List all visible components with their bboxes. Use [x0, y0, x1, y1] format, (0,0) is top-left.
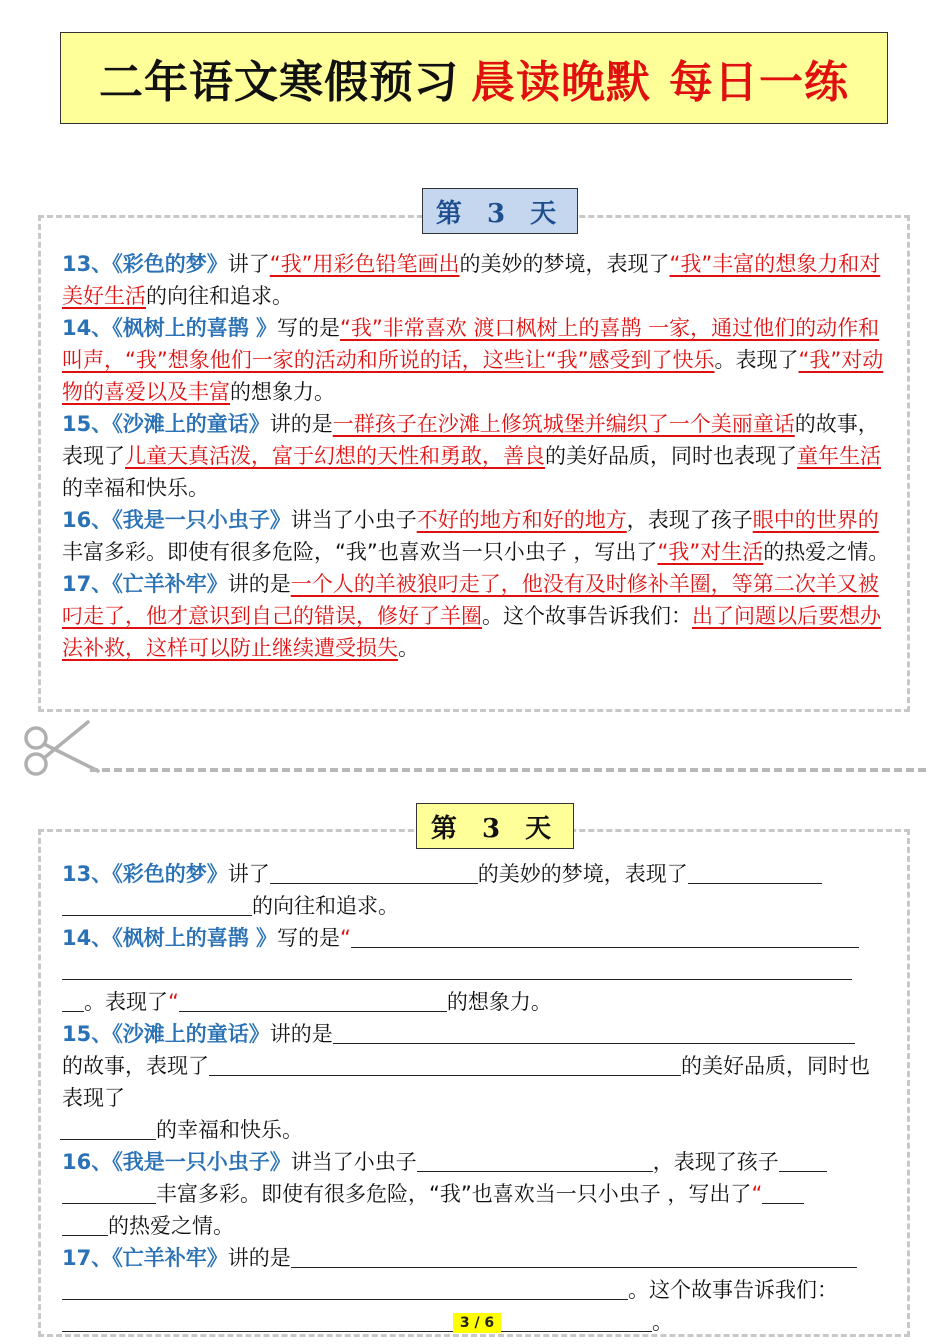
blank-field[interactable] — [62, 1309, 652, 1332]
title-main: 二年语文寒假预习 — [99, 57, 459, 108]
exercise-item-14: 14、《枫树上的喜鹊 》写的是“ — [62, 922, 890, 954]
scissors-icon — [18, 716, 104, 786]
blank-field[interactable] — [351, 925, 859, 948]
blank-field[interactable] — [209, 1053, 681, 1076]
day-label-exercise: 第 3 天 — [416, 803, 574, 849]
title-highlight-1: 晨读晚默 — [471, 57, 651, 108]
blank-field[interactable] — [62, 989, 84, 1012]
answer-item-14: 14、《枫树上的喜鹊 》写的是“我”非常喜欢 渡口枫树上的喜鹊 一家，通过他们的动作和叫声，“我”想象他们一家的活动和所说的话，这些让“我”感受到了快乐。表现了“我”对动物的喜爱以及丰富的想象力。 — [62, 316, 884, 404]
blank-field[interactable] — [62, 893, 252, 916]
blank-field[interactable] — [62, 1213, 108, 1236]
blank-field[interactable] — [60, 1117, 156, 1140]
blank-field[interactable] — [179, 989, 447, 1012]
blank-field[interactable] — [62, 1181, 156, 1204]
blank-field[interactable] — [333, 1021, 855, 1044]
exercise-item-15: 15、《沙滩上的童话》讲的是 — [62, 1018, 890, 1050]
exercise-item-13: 13、《彩色的梦》讲了 的美妙的梦境，表现了 — [62, 858, 890, 890]
blank-field[interactable] — [779, 1149, 827, 1172]
exercise-item-16: 16、《我是一只小虫子》讲当了小虫子 ，表现了孩子 — [62, 1146, 890, 1178]
title-highlight-2: 每日一练 — [669, 57, 849, 108]
answer-item-16: 16、《我是一只小虫子》讲当了小虫子不好的地方和好的地方，表现了孩子眼中的世界的丰富多彩。即使有很多危险，“我”也喜欢当一只小虫子 ，写出了“我”对生活的热爱之情。 — [62, 508, 890, 564]
blank-field[interactable] — [762, 1181, 804, 1204]
answer-item-13: 13、《彩色的梦》讲了“我”用彩色铅笔画出的美妙的梦境，表现了“我”丰富的想象力和对美好生活的向往和追求。 — [62, 252, 881, 308]
blank-field[interactable] — [270, 861, 478, 884]
exercise-item-17: 17、《亡羊补牢》讲的是 — [62, 1242, 890, 1274]
page-title-banner — [60, 32, 888, 124]
exercise-content: 13、《彩色的梦》讲了 的美妙的梦境，表现了 的向往和追求。 14、《枫树上的喜鹊 》写的是“ 。表现了“ 的想象力。 15、《沙滩上的童话》讲的是 的故事，表现了 的美好品质，同时也表现了 的幸福和快乐。 16、《我是一只小虫子》讲当了小虫子 ，表现了孩子 丰富多彩。即使有很多危险，“我”也喜欢当一只小虫子 ，写出了“ 的热爱之情。 17、《亡羊补牢》讲的是 。这个故事告诉我们： 。 — [62, 858, 890, 1338]
answer-item-15: 15、《沙滩上的童话》讲的是一群孩子在沙滩上修筑城堡并编织了一个美丽童话的故事，表现了儿童天真活泼，富于幻想的天性和勇敢，善良的美好品质，同时也表现了童年生活的幸福和快乐。 — [62, 412, 881, 500]
blank-field[interactable] — [688, 861, 822, 884]
answer-item-17: 17、《亡羊补牢》讲的是一个人的羊被狼叼走了，他没有及时修补羊圈，等第二次羊又被叼走了，他才意识到自己的错误，修好了羊圈。这个故事告诉我们：出了问题以后要想办法补救，这样可以防止继续遭受损失。 — [62, 572, 881, 660]
answer-content — [62, 248, 890, 664]
page-number: 3 / 6 — [453, 1313, 501, 1333]
blank-field[interactable] — [62, 1277, 628, 1300]
blank-field[interactable] — [291, 1245, 857, 1268]
blank-field[interactable] — [417, 1149, 653, 1172]
blank-field[interactable] — [62, 957, 852, 980]
cut-line — [90, 768, 926, 772]
day-label-answers: 第 3 天 — [422, 188, 578, 234]
